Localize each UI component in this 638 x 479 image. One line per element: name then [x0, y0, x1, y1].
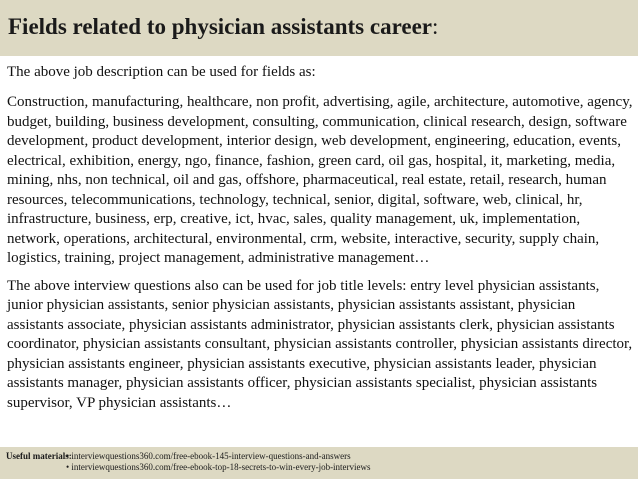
- title-bar: [0, 0, 638, 56]
- footer-spacer: [6, 462, 66, 473]
- ebook-link-interview-questions[interactable]: • interviewquestions360.com/free-ebook-145-interview-questions-and-answers: [66, 451, 351, 461]
- page-title-text: Fields related to physician assistants career: [8, 14, 432, 39]
- footer-bar: [0, 447, 638, 479]
- footer-row-1: [6, 451, 638, 462]
- footer-row-2: [6, 462, 638, 473]
- job-levels-paragraph: The above interview questions also can be used for job title levels: entry level physician assistants, junior physician assistants, senior physician assistants, physician assistants assistant, physician assistants associate, physician assistants administrator, physician assistants clerk, physician assistants coordinator, physician assistants consultant, physician assistants controller, physician assistants director, physician assistants engineer, physician assistants executive, physician assistants leader, physician assistants manager, physician assistants officer, physician assistants specialist, physician assistants supervisor, VP physician assistants…: [7, 277, 633, 411]
- fields-paragraph: Construction, manufacturing, healthcare, non profit, advertising, agile, architecture, automotive, agency, budget, building, business development, consulting, communication, clinical research, design, software development, product development, interior design, web development, engineering, education, events, electrical, exhibition, energy, ngo, finance, fashion, green card, oil gas, hospital, it, marketing, media, mining, nhs, non technical, oil and gas, offshore, pharmaceutical, real estate, retail, research, human resources, telecommunications, technology, technical, senior, digital, software, web, clinical, hr, infrastructure, business, erp, creative, ict, hvac, sales, quality management, uk, implementation, network, operations, architectural, environmental, crm, website, interactive, security, supply chain, logistics, training, project management, administrative management…: [7, 94, 633, 266]
- page-title: [8, 12, 638, 42]
- intro-text: The above job description can be used for fields as:: [7, 64, 316, 80]
- main-content: [7, 62, 633, 413]
- page-title-colon: :: [431, 14, 439, 39]
- ebook-link-interview-secrets[interactable]: • interviewquestions360.com/free-ebook-top-18-secrets-to-win-every-job-interviews: [66, 462, 371, 472]
- useful-materials-label: Useful materials:: [6, 451, 72, 461]
